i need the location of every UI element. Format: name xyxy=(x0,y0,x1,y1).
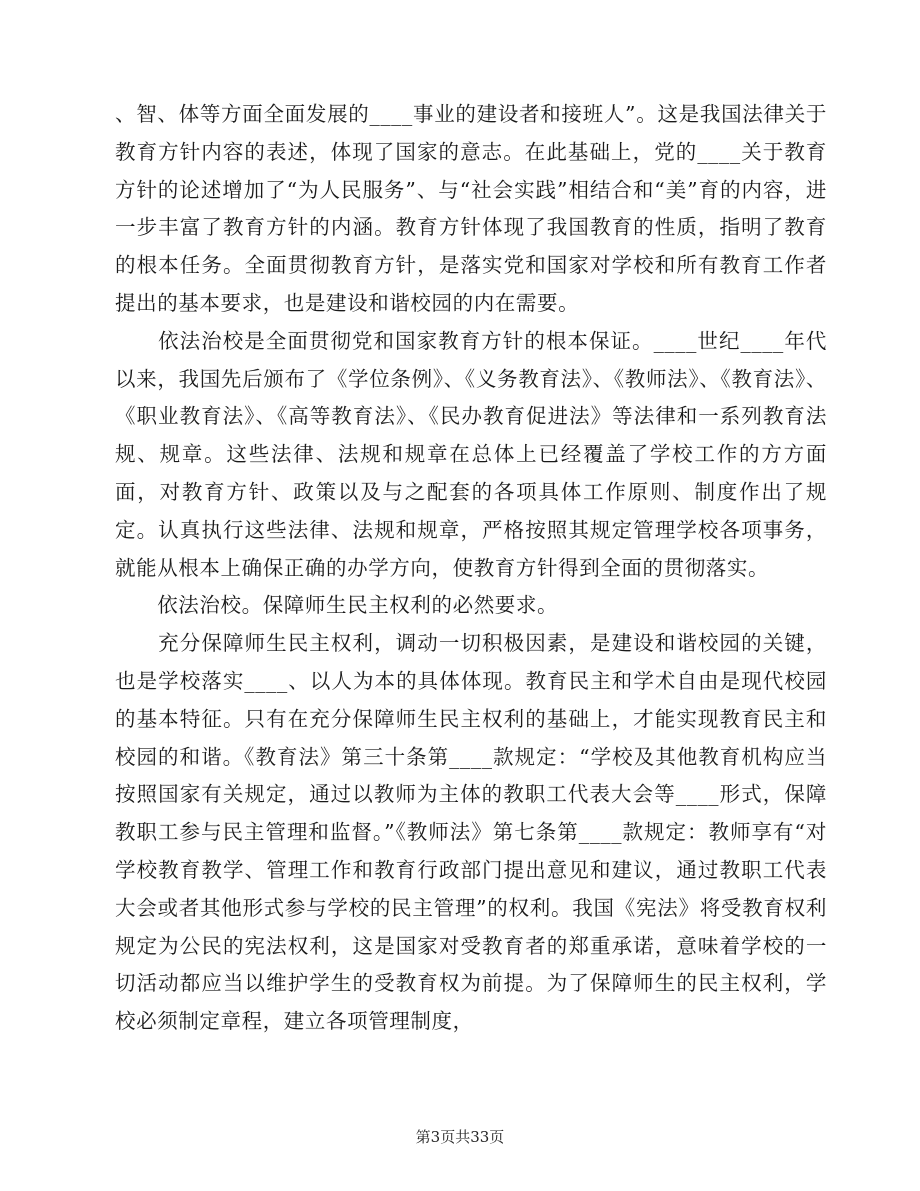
paragraph-3: 依法治校。保障师生民主权利的必然要求。 xyxy=(115,593,559,618)
paragraph-4: 充分保障师生民主权利，调动一切积极因素，是建设和谐校园的关键，也是学校落实____、以人为本的具体体现。教育民主和学术自由是现代校园的基本特征。只有在充分保障师生民主权利的基础上，才能实现教育民主和校园的和谐。《教育法》第三十条第____款规定：“学校及其他教育机构应当按照国家有关规定，通过以教师为主体的教职工代表大会等____形式，保障教职工参与民主管理和监督。”《教师法》第七条第____款规定：教师享有“对学校教育教学、管理工作和教育行政部门提出意见和建议，通过教职工代表大会或者其他形式参与学校的民主管理”的权利。我国《宪法》将受教育权利规定为公民的宪法权利，这是国家对受教育者的郑重承诺，意味着学校的一切活动都应当以维护学生的受教育权为前提。为了保障师生的民主权利，学校必须制定章程，建立各项管理制度， xyxy=(115,631,827,1034)
document-body xyxy=(115,96,827,1041)
page-number-footer: 第3页共33页 xyxy=(415,1128,505,1146)
paragraph-1: 、智、体等方面全面发展的____事业的建设者和接班人”。这是我国法律关于教育方针内容的表述，体现了国家的意志。在此基础上，党的____关于教育方针的论述增加了“为人民服务”、与“社会实践”相结合和“美”育的内容，进一步丰富了教育方针的内涵。教育方针体现了我国教育的性质，指明了教育的根本任务。全面贯彻教育方针，是落实党和国家对学校和所有教育工作者提出的基本要求，也是建设和谐校园的内在需要。 xyxy=(115,102,827,315)
paragraph-2: 依法治校是全面贯彻党和国家教育方针的根本保证。____世纪____年代以来，我国先后颁布了《学位条例》、《义务教育法》、《教师法》、《教育法》、《职业教育法》、《高等教育法》、《民办教育促进法》等法律和一系列教育法规、规章。这些法律、法规和规章在总体上已经覆盖了学校工作的方方面面，对教育方针、政策以及与之配套的各项具体工作原则、制度作出了规定。认真执行这些法律、法规和规章，严格按照其规定管理学校各项事务，就能从根本上确保正确的办学方向，使教育方针得到全面的贯彻落实。 xyxy=(115,328,827,580)
